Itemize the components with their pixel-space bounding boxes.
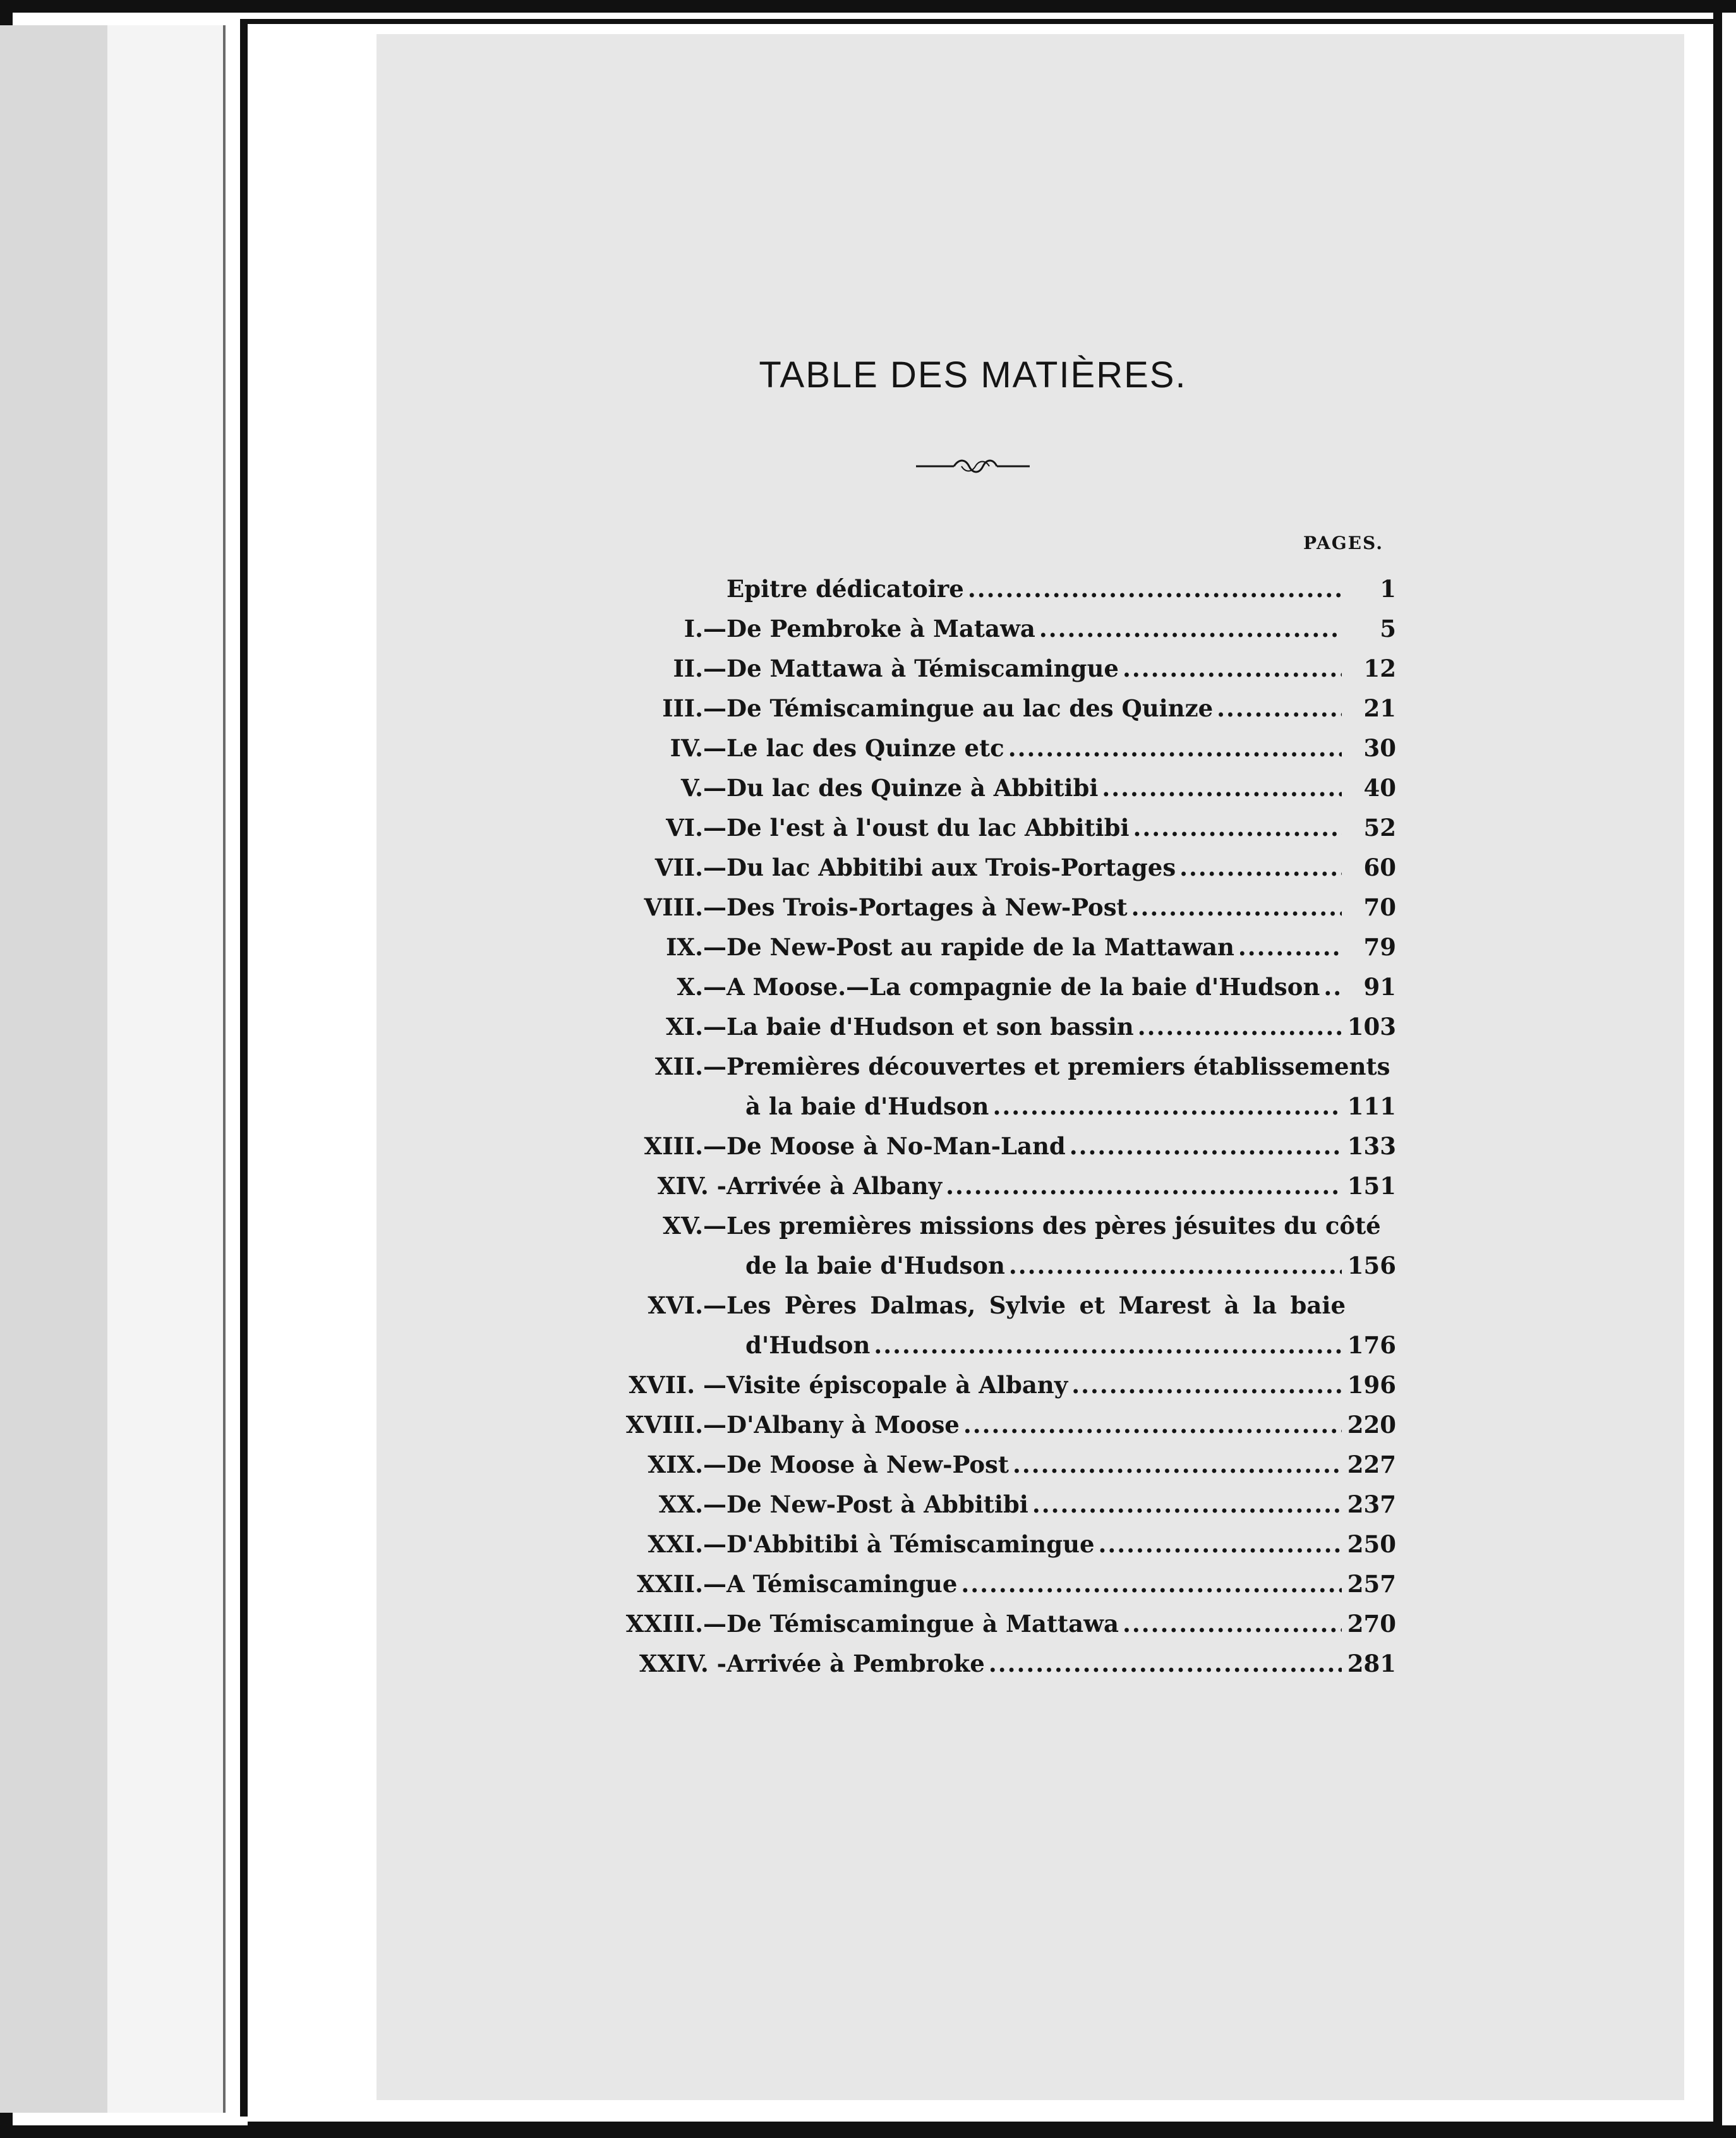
toc-entry-line (594, 1490, 1396, 1530)
chapter-number: VII.— (654, 854, 726, 881)
page-number: 103 (1347, 1013, 1396, 1041)
chapter-number: XXI.— (648, 1530, 726, 1558)
leader-dots (1070, 1132, 1342, 1160)
leader-dots (1013, 1451, 1342, 1478)
chapter-number: X.— (677, 973, 726, 1001)
chapter-title: Les premières missions des pères jésuites du côté (726, 1212, 1381, 1240)
chapter-number: XXIII.— (625, 1610, 726, 1638)
chapter-number: V.— (680, 774, 726, 802)
page-number: 257 (1347, 1570, 1396, 1598)
page-number: 250 (1347, 1530, 1396, 1558)
chapter-number: XIX.— (648, 1451, 726, 1478)
chapter-title: De New-Post au rapide de la Mattawan (726, 933, 1234, 961)
chapter-title: d'Hudson (745, 1331, 871, 1359)
chapter-number: IV.— (670, 734, 726, 762)
page-number: 111 (1347, 1092, 1396, 1120)
toc-entry-line (594, 1053, 1396, 1092)
page-number: 156 (1347, 1252, 1396, 1279)
leader-dots (874, 1331, 1342, 1359)
chapter-title: De New-Post à Abbitibi (726, 1490, 1028, 1518)
leader-dots (992, 1092, 1342, 1120)
toc-entry-line (594, 814, 1396, 854)
chapter-number: XXII.— (637, 1570, 726, 1598)
toc-entry-line (594, 973, 1396, 1013)
chapter-title: Le lac des Quinze etc (726, 734, 1004, 762)
leader-dots (1123, 1610, 1342, 1638)
chapter-number: IX.— (666, 933, 726, 961)
chapter-title: de la baie d'Hudson (745, 1252, 1005, 1279)
leader-dots (1133, 814, 1342, 842)
page-number: 196 (1347, 1371, 1396, 1399)
toc-entry-line (594, 1331, 1396, 1371)
page-number: 12 (1363, 655, 1396, 682)
table-of-contents (594, 575, 1396, 1689)
page-number: 227 (1347, 1451, 1396, 1478)
toc-entry-line (594, 1252, 1396, 1291)
chapter-title: De Témiscamingue au lac des Quinze (726, 694, 1214, 722)
chapter-title: D'Abbitibi à Témiscamingue (726, 1530, 1095, 1558)
frame-top-border (0, 0, 1736, 13)
chapter-number: XXIV. - (639, 1650, 726, 1677)
page-number: 176 (1347, 1331, 1396, 1359)
toc-entry-line (594, 1530, 1396, 1570)
page-number: 30 (1363, 734, 1396, 762)
toc-entry-line (594, 575, 1396, 615)
toc-entry-line (594, 1610, 1396, 1650)
chapter-number: XIV. - (657, 1172, 726, 1200)
toc-entry-line (594, 1212, 1396, 1252)
toc-entry-line (594, 1411, 1396, 1451)
chapter-title: Arrivée à Albany (726, 1172, 943, 1200)
book-edge-inner (107, 25, 226, 2113)
chapter-title: Visite épiscopale à Albany (726, 1371, 1068, 1399)
leader-dots (1238, 933, 1342, 961)
leader-dots (1008, 734, 1342, 762)
chapter-number: XVII. — (629, 1371, 726, 1399)
chapter-number: XII.— (654, 1053, 726, 1080)
chapter-title: A Moose.—La compagnie de la baie d'Hudson (726, 973, 1320, 1001)
toc-entry-line (594, 1172, 1396, 1212)
leader-dots (1032, 1490, 1342, 1518)
leader-dots (1071, 1371, 1342, 1399)
page-binding-edge (240, 19, 248, 2117)
toc-entry-line (594, 933, 1396, 973)
chapter-number: VIII.— (644, 893, 726, 921)
chapter-title: D'Albany à Moose (726, 1411, 960, 1439)
chapter-number: XVIII.— (625, 1411, 726, 1439)
chapter-title: Les Pères Dalmas, Sylvie et Marest à la baie (726, 1291, 1346, 1319)
page-number: 151 (1347, 1172, 1396, 1200)
toc-entry-line (594, 734, 1396, 774)
chapter-title: De l'est à l'oust du lac Abbitibi (726, 814, 1130, 842)
chapter-title: à la baie d'Hudson (745, 1092, 989, 1120)
chapter-title: La baie d'Hudson et son bassin (726, 1013, 1134, 1041)
toc-entry-line (594, 655, 1396, 694)
page-number: 40 (1363, 774, 1396, 802)
leader-dots (946, 1172, 1342, 1200)
toc-entry-line (594, 1371, 1396, 1411)
page-number: 1 (1380, 575, 1396, 603)
page-number: 21 (1363, 694, 1396, 722)
leader-dots (1009, 1252, 1342, 1279)
chapter-title: De Moose à No-Man-Land (726, 1132, 1066, 1160)
toc-entry-line (594, 1570, 1396, 1610)
chapter-number: I.— (684, 615, 726, 643)
book-edge-outer (0, 25, 107, 2113)
page-number: 5 (1380, 615, 1396, 643)
toc-entry-line (594, 1092, 1396, 1132)
leader-dots (1099, 1530, 1342, 1558)
toc-entry-line (594, 774, 1396, 814)
toc-entry-line (594, 1132, 1396, 1172)
toc-entry-line (594, 1013, 1396, 1053)
chapter-title: A Témiscamingue (726, 1570, 958, 1598)
chapter-title: De Témiscamingue à Mattawa (726, 1610, 1119, 1638)
chapter-title: Arrivée à Pembroke (726, 1650, 985, 1677)
chapter-title: De Moose à New-Post (726, 1451, 1009, 1478)
chapter-title: Du lac des Quinze à Abbitibi (726, 774, 1099, 802)
toc-entry-line (594, 1650, 1396, 1689)
leader-dots (1179, 854, 1342, 881)
page-number: 133 (1347, 1132, 1396, 1160)
page-number: 270 (1347, 1610, 1396, 1638)
leader-dots (963, 1411, 1342, 1439)
leader-dots (961, 1570, 1342, 1598)
leader-dots (989, 1650, 1342, 1677)
toc-entry-line (594, 854, 1396, 893)
leader-dots (1123, 655, 1342, 682)
ornament-divider-icon (916, 455, 1030, 478)
page-number: 281 (1347, 1650, 1396, 1677)
page-number: 52 (1363, 814, 1396, 842)
frame-bottom-border (0, 2125, 1736, 2138)
chapter-title: Epitre dédicatoire (726, 575, 964, 603)
chapter-title: De Pembroke à Matawa (726, 615, 1035, 643)
pages-column-label: PAGES. (1303, 533, 1383, 553)
leader-dots (1131, 893, 1342, 921)
page-number: 79 (1363, 933, 1396, 961)
leader-dots (1039, 615, 1342, 643)
chapter-number: XVI.— (648, 1291, 726, 1319)
chapter-title: De Mattawa à Témiscamingue (726, 655, 1119, 682)
page-number: 220 (1347, 1411, 1396, 1439)
toc-entry-line (594, 893, 1396, 933)
chapter-number: II.— (673, 655, 726, 682)
chapter-number: III.— (662, 694, 726, 722)
toc-entry-line (594, 1451, 1396, 1490)
page-title: TABLE DES MATIÈRES. (759, 354, 1187, 396)
chapter-title: Des Trois-Portages à New-Post (726, 893, 1128, 921)
chapter-number: XI.— (666, 1013, 726, 1041)
page-right-edge (1713, 0, 1722, 2138)
leader-dots (1217, 694, 1342, 722)
page-number: 60 (1363, 854, 1396, 881)
page-number: 237 (1347, 1490, 1396, 1518)
toc-entry-line (594, 615, 1396, 655)
page-number: 91 (1363, 973, 1396, 1001)
chapter-number: XV.— (663, 1212, 726, 1240)
leader-dots (1323, 973, 1342, 1001)
leader-dots (1102, 774, 1342, 802)
leader-dots (968, 575, 1342, 603)
chapter-title: Premières découvertes et premiers établissements (726, 1053, 1390, 1080)
leader-dots (1138, 1013, 1342, 1041)
page-number: 70 (1363, 893, 1396, 921)
chapter-number: VI.— (666, 814, 726, 842)
toc-entry-line (594, 1291, 1396, 1331)
toc-entry-line (594, 694, 1396, 734)
chapter-number: XIII.— (644, 1132, 726, 1160)
chapter-number: XX.— (658, 1490, 726, 1518)
chapter-title: Du lac Abbitibi aux Trois-Portages (726, 854, 1176, 881)
